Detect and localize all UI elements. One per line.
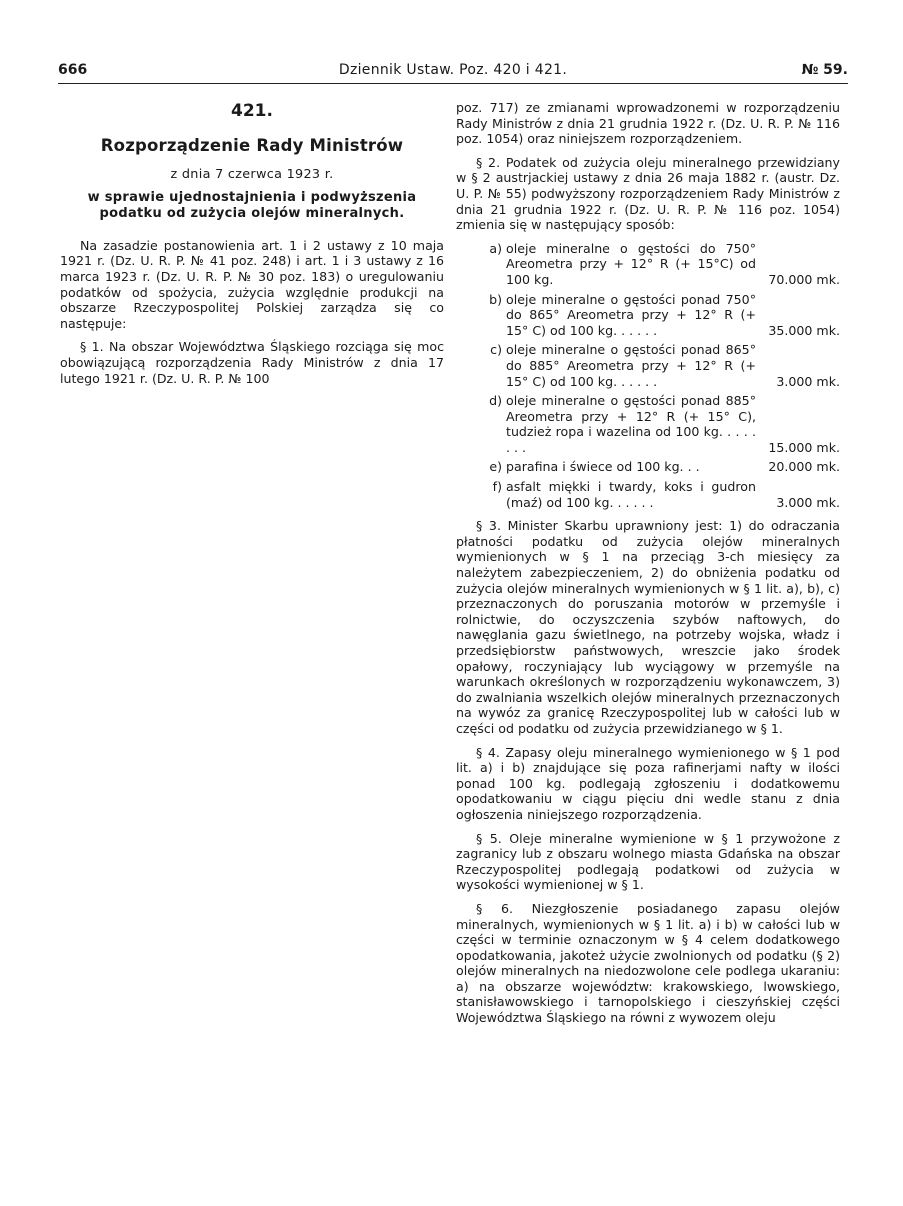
section-2: § 2. Podatek od zużycia oleju mineralnego przewidziany w § 2 austrjackiej ustawy z dnia 26 maja 1882 r. (austr. Dz. U. P. № 55) podwyższony rozporządzeniem Rady Ministrów z dnia 21 grudnia 1922 r. (Dz. U. R. P. № 116 poz. 1054) zmienia się w następujący sposób: [456, 154, 840, 233]
journal-title: Dziennik Ustaw. Poz. 420 i 421. [338, 62, 568, 78]
page-header [58, 62, 848, 82]
left-column [60, 100, 444, 394]
section-1-continued: poz. 717) ze zmianami wprowadzonemi w rozporządzeniu Rady Ministrów z dnia 21 grudnia 1922 r. (Dz. U. R. P. № 116 poz. 1054) oraz niniejszem rozporządzeniem. [456, 100, 840, 147]
section-1: § 1. Na obszar Województwa Śląskiego rozciąga się moc obowiązującą rozporządzenia Rady Ministrów z dnia 17 lutego 1921 r. (Dz. U. R. P. № 100 [60, 339, 444, 386]
act-subject: w sprawie ujednostajnienia i podwyższenia podatku od zużycia olejów mineralnych. [87, 189, 417, 221]
item-text: oleje mineralne o gęstości ponad 750° do 865° Areometra przy + 12° R (+ 15° C) od 100 kg. . . . . . [506, 291, 756, 338]
item-text: oleje mineralne o gęstości do 750° Areometra przy + 12° R (+ 15°C) od 100 kg. [506, 240, 756, 287]
item-amount: 70.000 mk. [768, 271, 840, 287]
item-amount: 35.000 mk. [768, 322, 840, 338]
item-letter: b) [489, 291, 502, 307]
item-amount: 3.000 mk. [776, 494, 840, 510]
rates-list [484, 241, 840, 511]
item-amount: 3.000 mk. [776, 373, 840, 389]
list-item [484, 393, 840, 455]
section-3: § 3. Minister Skarbu uprawniony jest: 1) do odraczania płatności podatku od zużycia olejów mineralnych wymienionych w § 1 na przeciąg 3-ch miesięcy za należytem zabezpieczeniem, 2) do obniżenia podatku od zużycia olejów mineralnych wymienionych w § 1 lit. a), b), c) przeznaczonych do poruszania motorów w przemyśle i rolnictwie, do oczyszczenia szybów naftowych, do nawęglania gazu świetlnego, na potrzeby wojska, władz i przedsiębiorstw państwowych, wreszcie jako środek opałowy, roczyniający lub wyciągowy w przemyśle na warunkach określonych w rozporządzeniu wykonawczem, 3) do zwalniania wszelkich olejów mineralnych przeznaczonych na wywóz za granicę Rzeczypospolitej lub w całości lub w części od podatku od zużycia przewidzianego w § 1. [456, 518, 840, 736]
act-title: Rozporządzenie Rady Ministrów [100, 135, 404, 155]
item-text: parafina i świece od 100 kg. . . [506, 459, 700, 475]
preamble: Na zasadzie postanowienia art. 1 i 2 ustawy z 10 maja 1921 r. (Dz. U. R. P. № 41 poz. 248) i art. 1 i 3 ustawy z 16 marca 1923 r. (Dz. U. R. P. № 30 poz. 183) o uregulowaniu podatków od spożycia, zużycia względnie produkcji na obszarze Rzeczypospolitej Polskiej zarządza się co następuje: [60, 237, 444, 331]
item-letter: f) [492, 479, 502, 495]
item-letter: c) [490, 342, 502, 358]
item-text: oleje mineralne o gęstości ponad 885° Areometra przy + 12° R (+ 15° C), tudzież ropa i wazelina od 100 kg. . . . . . . . [506, 393, 756, 455]
item-amount: 15.000 mk. [768, 439, 840, 455]
item-letter: d) [489, 393, 502, 409]
act-date: z dnia 7 czerwca 1923 r. [170, 167, 334, 183]
item-text: asfalt miękki i twardy, koks i gudron (maź) od 100 kg. . . . . . [506, 479, 756, 510]
section-4: § 4. Zapasy oleju mineralnego wymienionego w § 1 pod lit. a) i b) znajdujące się poza rafinerjami nafty w ilości ponad 100 kg. podlegają zgłoszeniu i dodatkowemu opodatkowaniu w ciągu pięciu dni wedle stanu z dnia ogłoszenia niniejszego rozporządzenia. [456, 744, 840, 822]
issue-number: № 59. [801, 62, 848, 78]
item-letter: a) [489, 240, 502, 256]
list-item [484, 241, 840, 288]
list-item [484, 479, 840, 510]
list-item [484, 342, 840, 389]
page-number: 666 [58, 62, 88, 78]
item-letter: e) [489, 459, 502, 475]
right-column [456, 100, 840, 1034]
act-number: 421. [231, 101, 273, 121]
item-text: oleje mineralne o gęstości ponad 865° do 885° Areometra przy + 12° R (+ 15° C) od 100 kg. . . . . . [506, 342, 756, 389]
list-item [484, 292, 840, 339]
section-6: § 6. Niezgłoszenie posiadanego zapasu olejów mineralnych, wymienionych w § 1 lit. a) i b) w całości lub w części w terminie oznaczonym w § 4 celem dodatkowego opodatkowania, jakoteż użycie zwolnionych od podatku (§ 2) olejów mineralnych na niedozwolone cele podlega ukaraniu: a) na obszarze województw: krakowskiego, lwowskiego, stanisławowskiego i tarnopolskiego i cieszyńskiej części Województwa Śląskiego na równi z wywozem oleju [456, 900, 840, 1026]
header-rule [58, 83, 848, 84]
list-item [484, 459, 840, 475]
section-5: § 5. Oleje mineralne wymienione w § 1 przywożone z zagranicy lub z obszaru wolnego miasta Gdańska na obszar Rzeczypospolitej podlegają podatkowi od zużycia w wysokości wymienionej w § 1. [456, 830, 840, 893]
item-amount: 20.000 mk. [768, 459, 840, 475]
